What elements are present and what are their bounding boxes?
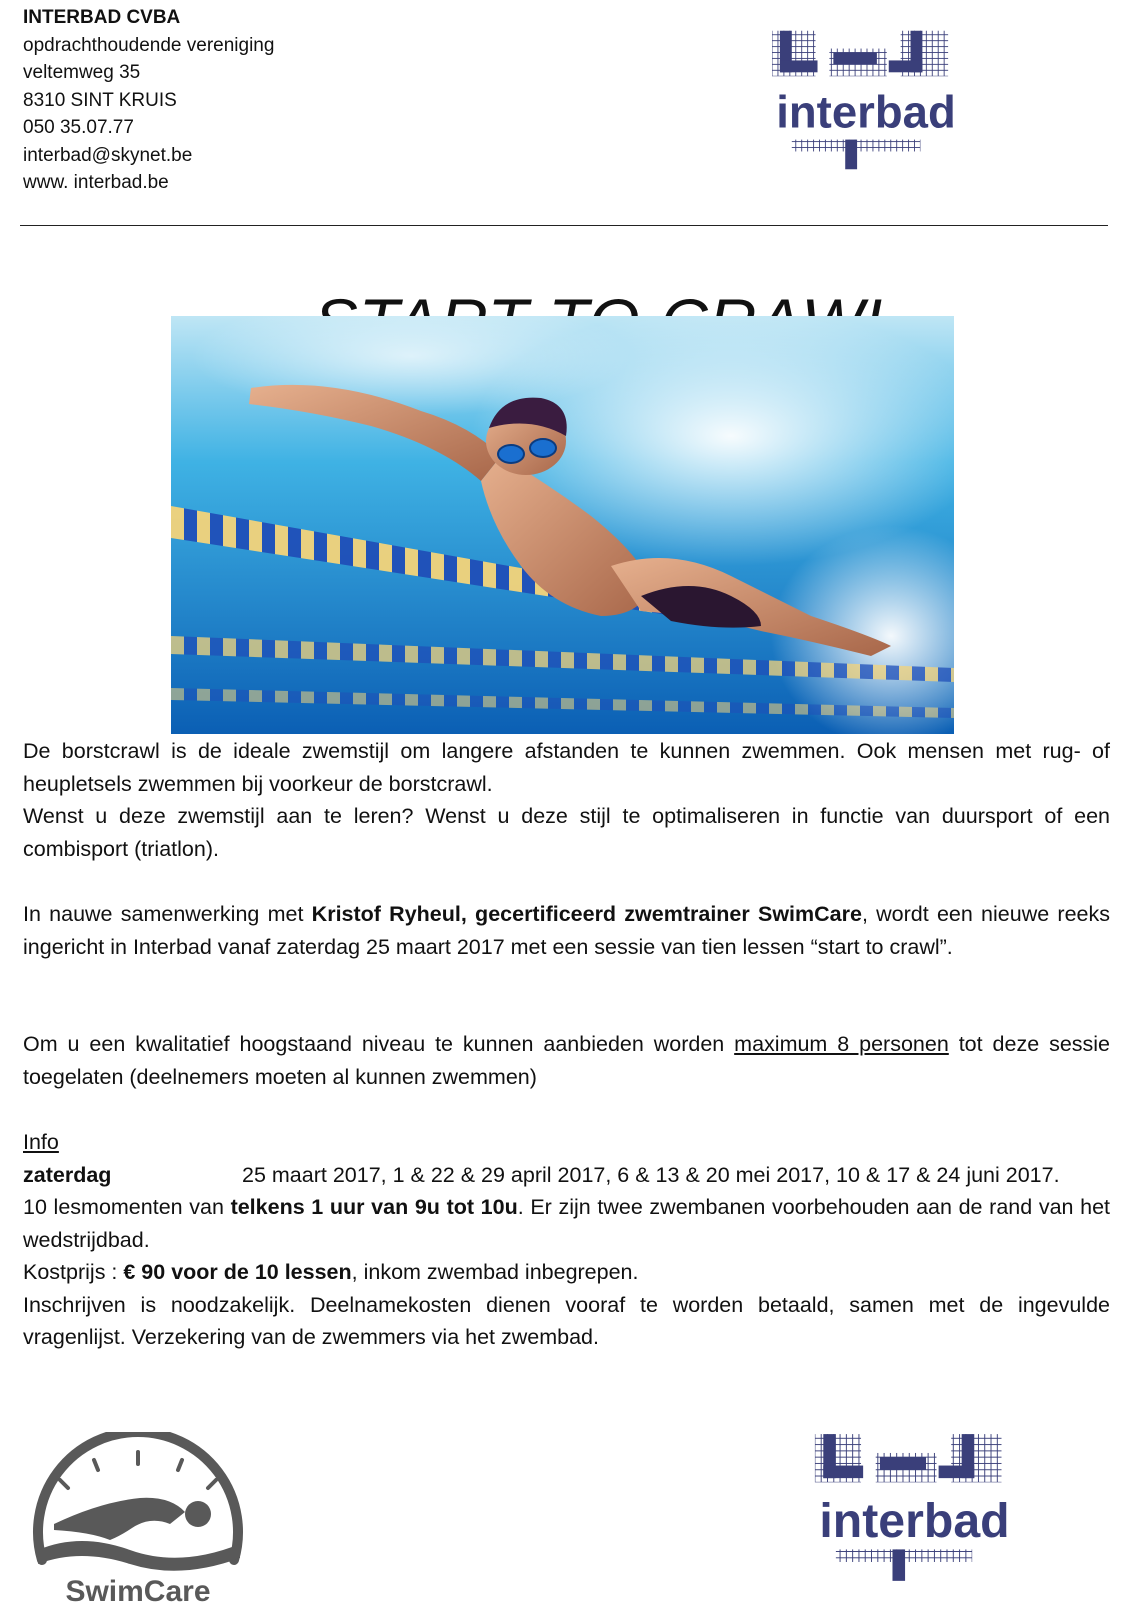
interbad-logo-bottom — [812, 1432, 1017, 1584]
website: www. interbad.be — [23, 172, 169, 193]
swimmer-icon — [38, 1498, 240, 1571]
org-name: INTERBAD CVBA — [23, 7, 181, 28]
trainer-name: Kristof Ryheul, gecertificeerd zwemtrainer SwimCare — [311, 902, 862, 926]
city: 8310 SINT KRUIS — [23, 89, 177, 111]
logo-text: interbad — [776, 86, 956, 138]
street: veltemweg 35 — [23, 62, 141, 83]
swimcare-label: SwimCare — [65, 1575, 211, 1608]
lessons-time: telkens 1 uur van 9u tot 10u — [230, 1195, 518, 1219]
logo-text-bottom: interbad — [819, 1493, 1010, 1548]
intro-text — [23, 735, 1110, 865]
phone: 050 35.07.77 — [23, 117, 134, 138]
collab-after: , wordt een nieuwe reeks ingericht in Interbad vanaf zaterdag 25 maart 2017 met een sessie van tien lessen “start to crawl”. — [23, 902, 1110, 959]
intro-line-2: Wenst u deze zwemstijl aan te leren? Wenst u deze stijl te optimaliseren in functie van duursport of een combisport (triatlon). — [23, 804, 1110, 861]
swimcare-logo — [20, 1432, 256, 1607]
swimmer-photo — [171, 316, 954, 734]
org-type: opdrachthoudende vereniging — [23, 34, 275, 56]
lessons-before: 10 lesmomenten van — [23, 1195, 231, 1219]
schedule-row — [23, 1159, 1110, 1192]
capacity-after: tot deze sessie toegelaten (deelnemers moeten al kunnen zwemmen) — [23, 1032, 1111, 1089]
collab-paragraph — [23, 898, 1110, 963]
price-before: Kostprijs : — [23, 1260, 124, 1284]
info-heading: Info — [23, 1130, 59, 1154]
price-amount: € 90 voor de 10 lessen — [123, 1260, 352, 1284]
lessons-after: . Er zijn twee zwembanen voorbehouden aan de rand van het wedstrijdbad. — [23, 1195, 1111, 1252]
schedule-dates: 25 maart 2017, 1 & 22 & 29 april 2017, 6 & 13 & 20 mei 2017, 10 & 17 & 24 juni 2017. — [242, 1162, 1060, 1187]
schedule-day: zaterdag — [23, 1162, 112, 1187]
email: interbad@skynet.be — [23, 144, 193, 166]
capacity-before: Om u een kwalitatief hoogstaand niveau te kunnen aanbieden worden — [23, 1032, 735, 1056]
header-divider — [20, 225, 1108, 226]
collab-before: In nauwe samenwerking met — [23, 902, 312, 926]
address-block — [23, 4, 274, 197]
intro-line-1: De borstcrawl is de ideale zwemstijl om langere afstanden te kunnen zwemmen. Ook mensen met rug- of heupletsels zwemmen bij voorkeur de borstcrawl. — [23, 739, 1110, 796]
registration-text: Inschrijven is noodzakelijk. Deelnamekosten dienen vooraf te worden betaald, samen met de ingevulde vragenlijst. Verzekering van de zwemmers via het zwembad. — [23, 1292, 1110, 1349]
capacity-paragraph — [23, 1028, 1110, 1093]
max-persons: maximum 8 personen — [734, 1032, 949, 1056]
interbad-logo — [772, 28, 960, 173]
info-section — [23, 1126, 1110, 1354]
price-after: , inkom zwembad inbegrepen. — [351, 1260, 639, 1284]
